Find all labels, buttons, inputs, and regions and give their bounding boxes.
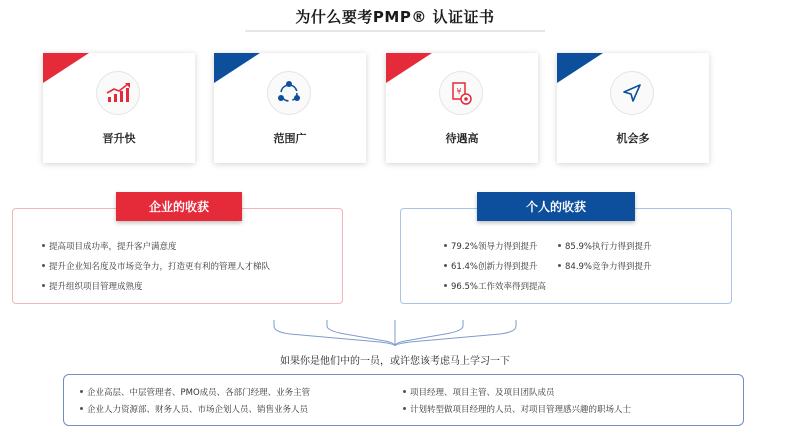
money-document-icon [439, 71, 483, 115]
bullet-icon [558, 244, 561, 247]
card-salary [386, 53, 538, 163]
list-item: 85.9%执行力得到提升 [558, 241, 652, 253]
list-item: 84.9%竞争力得到提升 [558, 261, 652, 273]
personal-gains-tab: 个人的收获 [477, 192, 635, 221]
navigation-arrow-icon [610, 71, 654, 115]
bullet-icon [42, 284, 45, 287]
red-corner-flag [43, 53, 89, 83]
card-label: 范围广 [273, 132, 307, 145]
bullet-icon [403, 390, 406, 393]
card-promotion [43, 53, 195, 163]
list-item: 项目经理、项目主管、及项目团队成员 [403, 387, 555, 399]
list-item: 96.5%工作效率得到提高 [444, 281, 546, 293]
enterprise-gains-tab: 企业的收获 [116, 192, 242, 221]
bullet-icon [444, 284, 447, 287]
title-underline [245, 30, 545, 32]
trend-chart-icon [96, 71, 140, 115]
audience-prompt: 如果你是他们中的一员，或许您该考虑马上学习一下 [280, 356, 510, 367]
page-title: 为什么要考PMP® 认证证书 [295, 8, 495, 26]
bullet-icon [42, 244, 45, 247]
svg-text:¥: ¥ [456, 87, 462, 96]
card-scope [214, 53, 366, 163]
blue-corner-flag [557, 53, 603, 83]
blue-corner-flag [214, 53, 260, 83]
red-corner-flag [386, 53, 432, 83]
converging-connector [260, 318, 530, 348]
list-item: 提升组织项目管理成熟度 [42, 281, 143, 293]
bullet-icon [444, 244, 447, 247]
list-item: 79.2%领导力得到提升 [444, 241, 538, 253]
list-item: 企业人力资源部、财务人员、市场企划人员、销售业务人员 [80, 404, 308, 416]
card-label: 待遇高 [445, 132, 479, 145]
list-item: 计划转型做项目经理的人员、对项目管理感兴趣的职场人士 [403, 404, 631, 416]
audience-box [63, 374, 744, 426]
bullet-icon [558, 264, 561, 267]
list-item: 61.4%创新力得到提升 [444, 261, 538, 273]
bullet-icon [403, 407, 406, 410]
bullet-icon [80, 407, 83, 410]
card-opportunity [557, 53, 709, 163]
card-label: 晋升快 [102, 132, 136, 145]
list-item: 提升企业知名度及市场竞争力，打造更有利的管理人才梯队 [42, 261, 270, 273]
card-label: 机会多 [616, 132, 650, 145]
list-item: 企业高层、中层管理者、PMO成员、各部门经理、业务主管 [80, 387, 310, 399]
network-nodes-icon [267, 71, 311, 115]
bullet-icon [80, 390, 83, 393]
bullet-icon [444, 264, 447, 267]
list-item: 提高项目成功率，提升客户满意度 [42, 241, 177, 253]
bullet-icon [42, 264, 45, 267]
